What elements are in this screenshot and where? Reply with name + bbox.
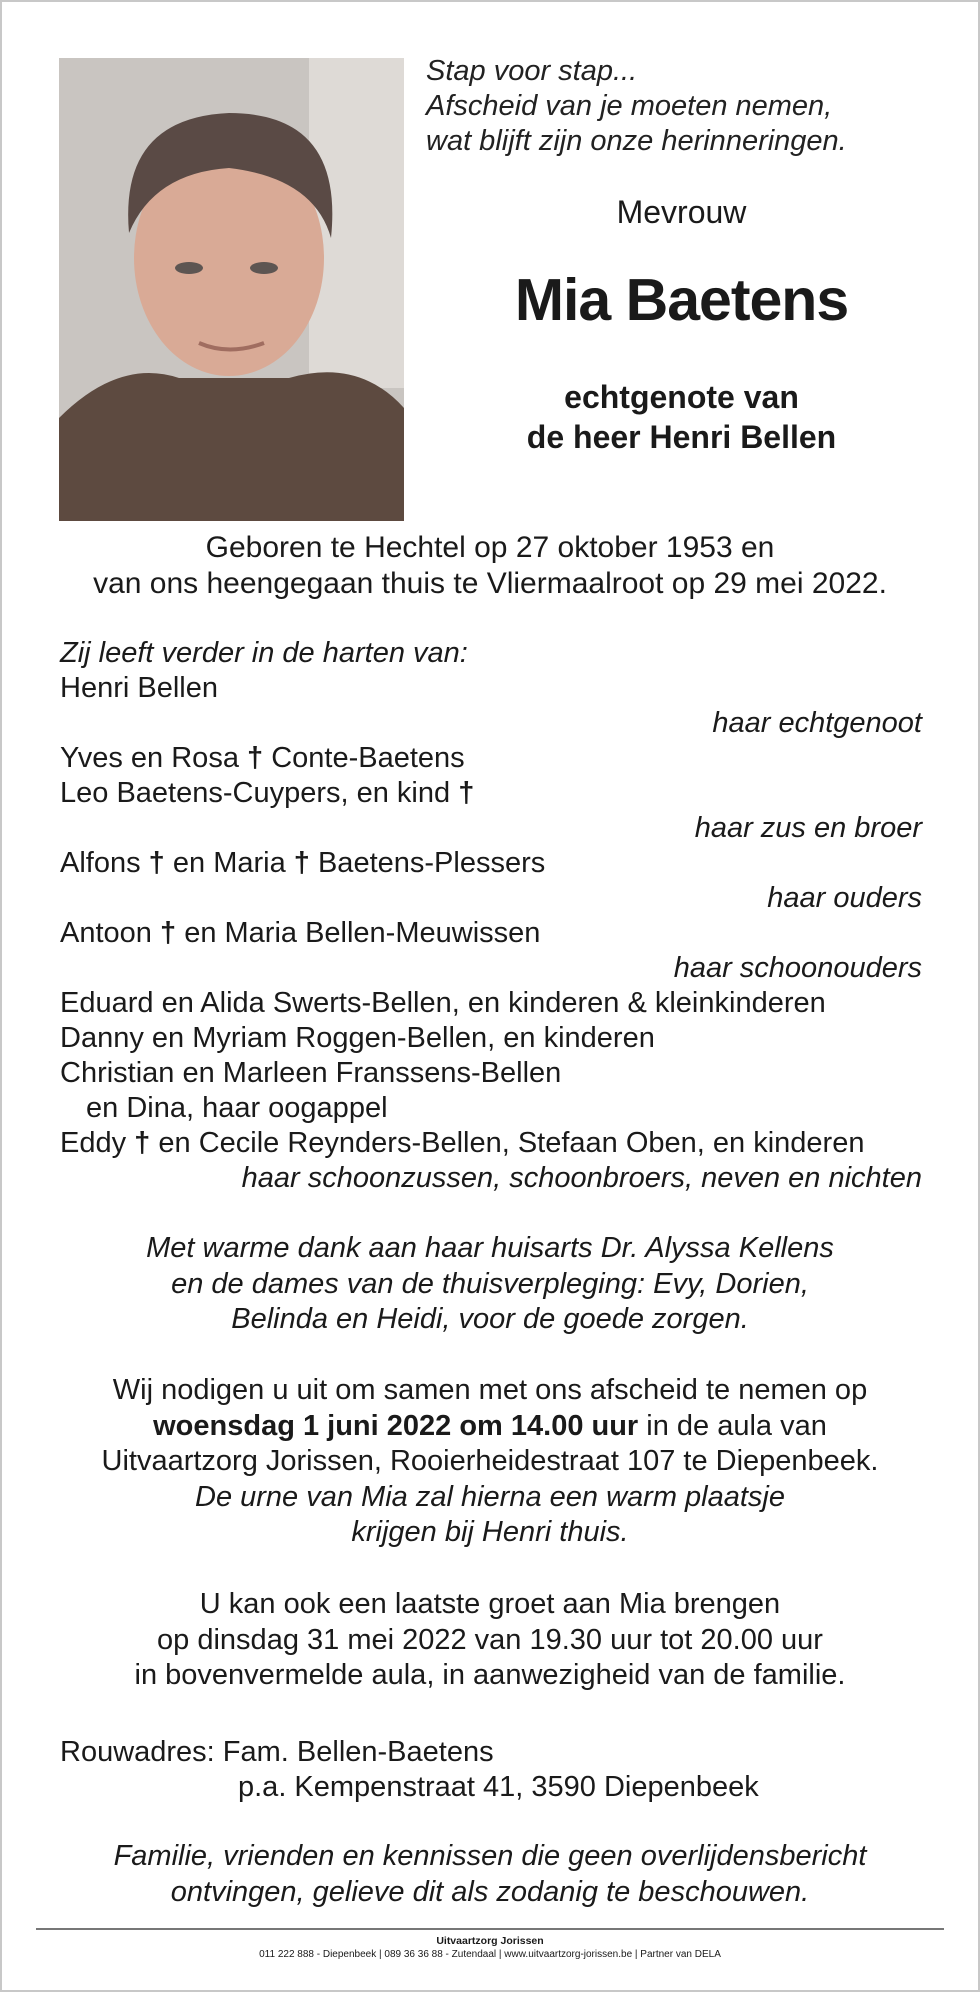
family-line (60, 846, 545, 881)
footer-divider (36, 1928, 944, 1930)
farewell-date: woensdag 1 juni 2022 om 14.00 uur (153, 1409, 639, 1442)
family-line: Christian en Marleen Franssens-Bellen (60, 1057, 562, 1089)
visit-block (2, 1587, 978, 1694)
poem-line: Stap voor stap... (426, 55, 638, 87)
poem (426, 54, 847, 159)
born-line: Geboren te Hechtel op 27 oktober 1953 en (205, 531, 775, 564)
poem-line: wat blijft zijn onze herinneringen. (426, 125, 847, 157)
family-line: Eduard en Alida Swerts-Bellen, en kinderen & kleinkinderen (60, 987, 826, 1019)
visit-line: op dinsdag 31 mei 2022 van 19.30 uur tot 20.00 uur (157, 1623, 823, 1656)
family-line: en Dina, haar oogappel (86, 1092, 388, 1124)
farewell-line (2, 1409, 978, 1445)
farewell-line: Uitvaartzorg Jorissen, Rooierheidestraat 107 te Diepenbeek. (101, 1445, 879, 1477)
family-line: Danny en Myriam Roggen-Bellen, en kinderen (60, 1022, 655, 1054)
closing-block (2, 1839, 978, 1910)
closing-line: Familie, vrienden en kennissen die geen overlijdensbericht (113, 1840, 867, 1872)
spouse-line: de heer Henri Bellen (526, 419, 837, 455)
address-line: p.a. Kempenstraat 41, 3590 Diepenbeek (238, 1771, 759, 1803)
family-text: Yves en Rosa (60, 742, 239, 774)
family-role: haar schoonzussen, schoonbroers, neven en nichten (241, 1162, 922, 1194)
family-line: Henri Bellen (60, 672, 218, 704)
family-line (60, 1126, 864, 1161)
spouse-info (404, 377, 959, 457)
footer (2, 1935, 978, 1961)
farewell-text: in de aula van (638, 1409, 827, 1442)
family-text: en Cecile Reynders-Bellen, Stefaan Oben, en kinderen (158, 1127, 865, 1159)
spouse-line: echtgenote van (564, 379, 799, 415)
family-text: en Maria (172, 847, 286, 879)
closing-line: ontvingen, gelieve dit als zodanig te beschouwen. (170, 1875, 810, 1908)
footer-company: Uitvaartzorg Jorissen (436, 1935, 544, 1947)
farewell-line: krijgen bij Henri thuis. (351, 1516, 629, 1548)
farewell-block (2, 1373, 978, 1551)
family-role: haar schoonouders (673, 952, 922, 984)
visit-line: in bovenvermelde aula, in aanwezigheid van de familie. (134, 1659, 846, 1691)
deceased-name: Mia Baetens (514, 267, 849, 333)
cross-icon: † (247, 742, 264, 774)
thanks-block (2, 1231, 978, 1338)
family-text: Antoon (60, 917, 152, 949)
family-line (60, 776, 474, 811)
portrait-photo (59, 58, 404, 521)
cross-icon: † (159, 917, 177, 949)
cross-icon: † (134, 1127, 151, 1159)
cross-icon: † (458, 777, 475, 809)
cross-icon: † (148, 847, 165, 879)
family-text: Baetens-Plessers (317, 847, 546, 879)
address-line: Rouwadres: Fam. Bellen-Baetens (60, 1736, 494, 1768)
survivors-intro: Zij leeft verder in de harten van: (60, 637, 468, 669)
family-role: haar zus en broer (694, 812, 922, 844)
family-text: Conte-Baetens (271, 742, 465, 774)
birth-death-info (2, 530, 978, 602)
born-line: van ons heengegaan thuis te Vliermaalroot op 29 mei 2022. (93, 567, 887, 600)
family-line (60, 916, 540, 951)
thanks-line: Met warme dank aan haar huisarts Dr. Alyssa Kellens (146, 1232, 834, 1264)
family-role: haar ouders (767, 882, 922, 914)
farewell-line: De urne van Mia zal hierna een warm plaatsje (195, 1480, 785, 1513)
cross-icon: † (293, 847, 310, 879)
family-text: Alfons (60, 847, 141, 879)
family-line (60, 741, 465, 776)
poem-line: Afscheid van je moeten nemen, (426, 90, 833, 122)
thanks-line: en de dames van de thuisverpleging: Evy, Dorien, (171, 1267, 809, 1300)
farewell-line: Wij nodigen u uit om samen met ons afscheid te nemen op (112, 1374, 868, 1406)
family-text: Eddy (60, 1127, 127, 1159)
thanks-line: Belinda en Heidi, voor de goede zorgen. (231, 1303, 749, 1335)
family-text: Leo Baetens-Cuypers, en kind (60, 777, 451, 809)
family-text: en Maria Bellen-Meuwissen (184, 917, 541, 949)
footer-contact: 011 222 888 - Diepenbeek | 089 36 36 88 - Zutendaal | www.uitvaartzorg-jorissen.be | Partner van DELA (259, 1949, 721, 1960)
family-role: haar echtgenoot (712, 707, 922, 739)
salutation: Mevrouw (616, 194, 747, 230)
visit-line: U kan ook een laatste groet aan Mia brengen (199, 1588, 781, 1620)
